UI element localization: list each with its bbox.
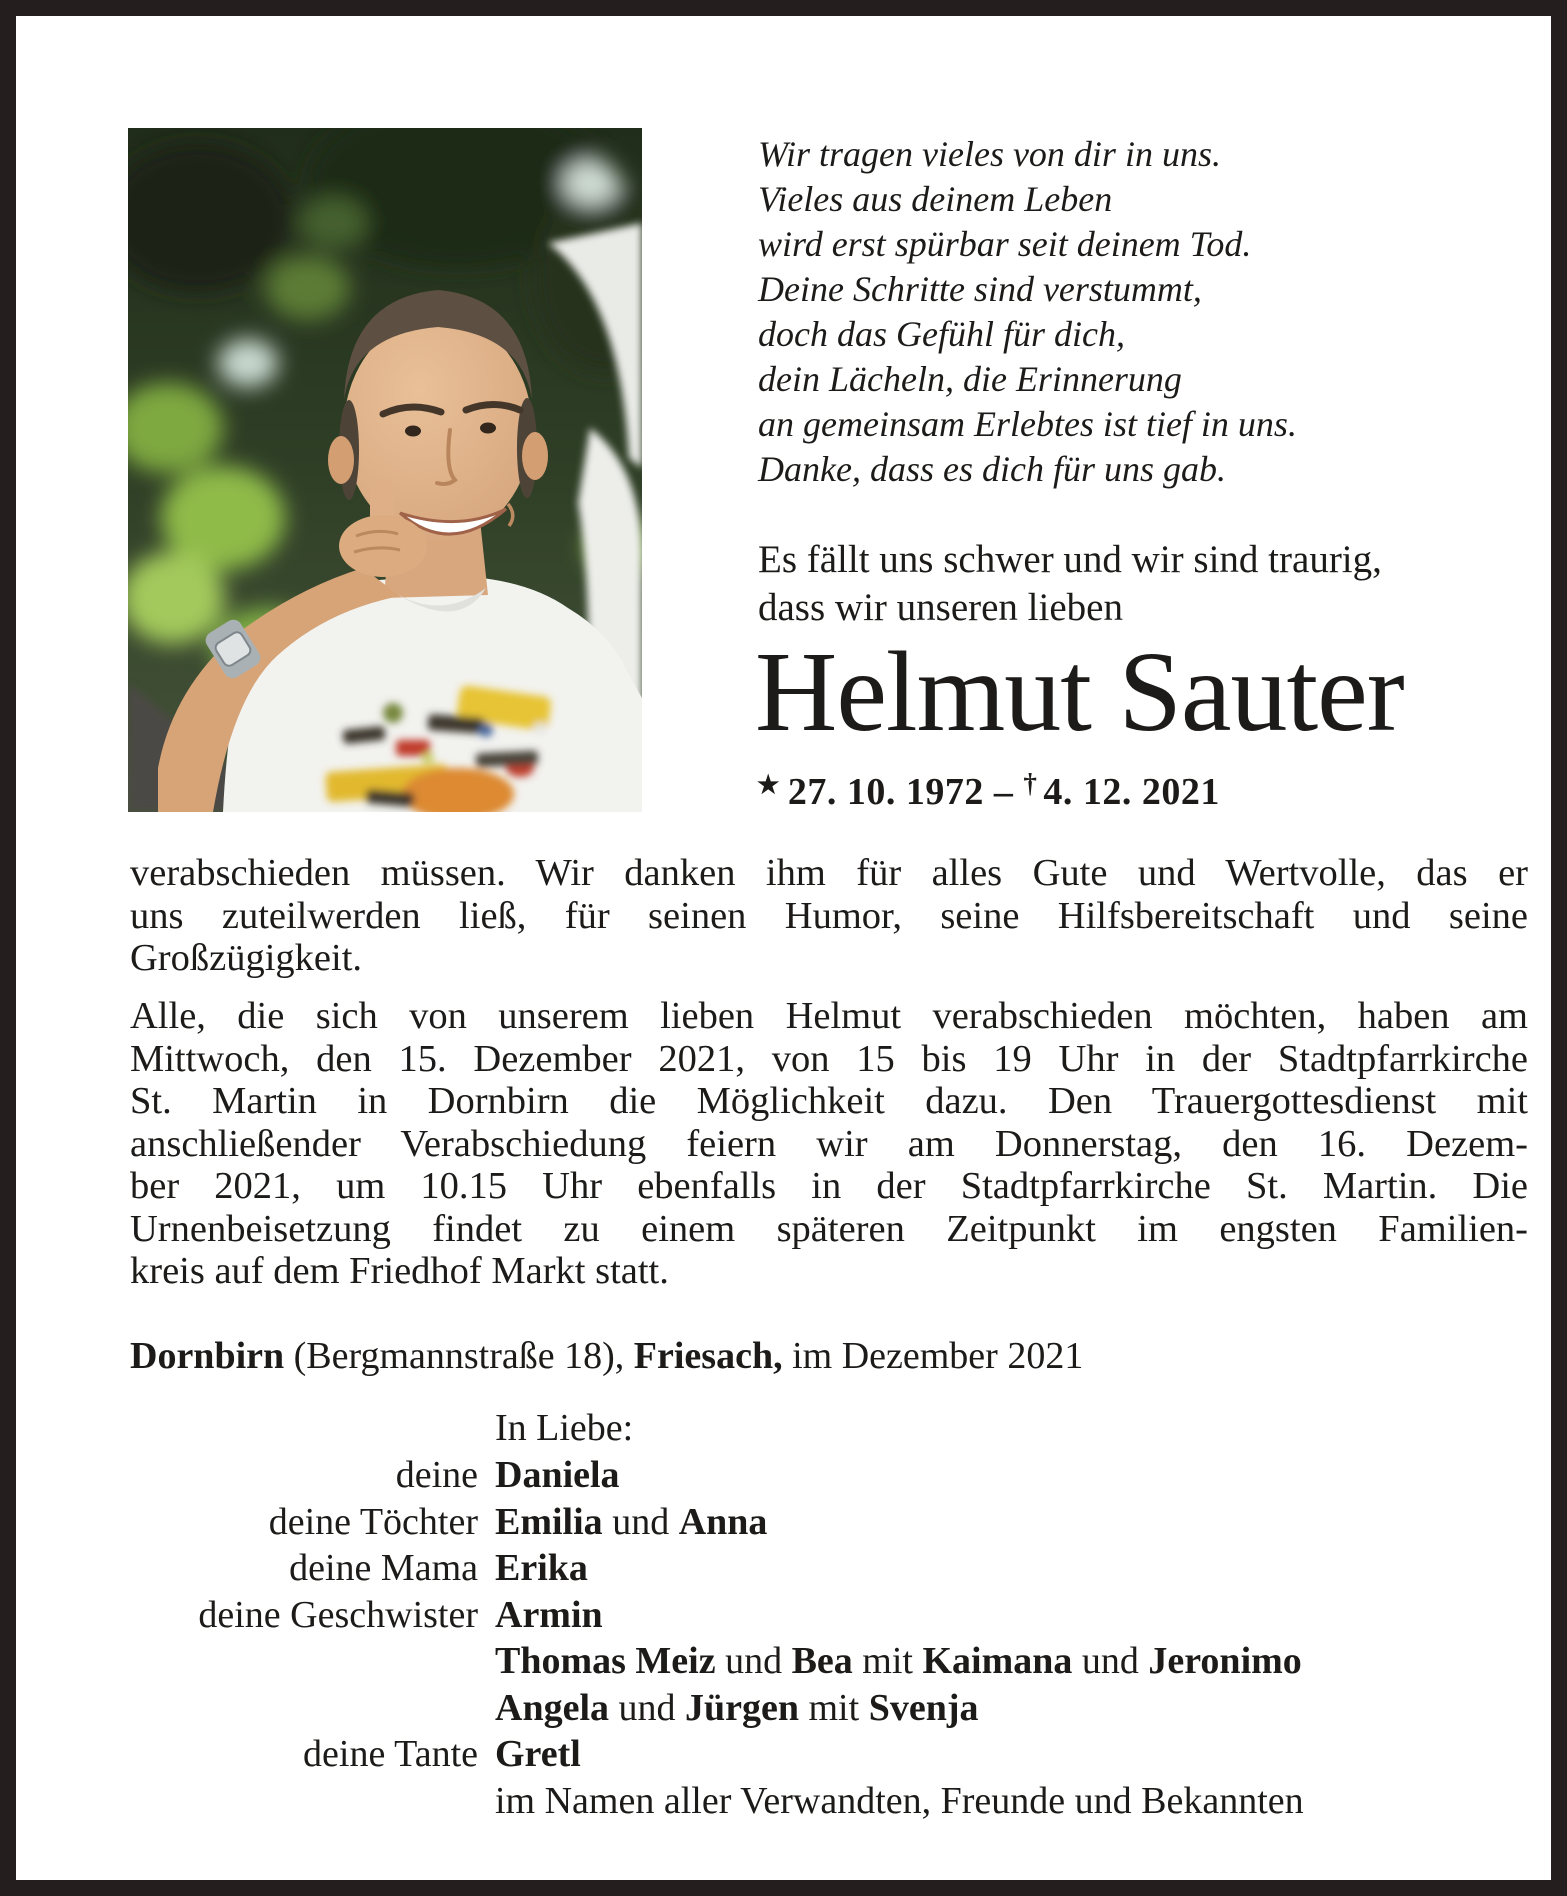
body-line: Alle, die sich von unserem lieben Helmut verabschieden möchten, haben am	[130, 995, 1528, 1037]
mourner-name: Anna	[678, 1500, 768, 1543]
city-friesach: Friesach,	[633, 1335, 783, 1377]
salutation: In Liebe:	[495, 1407, 634, 1449]
mourner-name: Armin	[495, 1593, 603, 1636]
body-line: uns zuteilwerden ließ, für seinen Humor, seine Hilfsbereitschaft und seine	[130, 894, 1528, 937]
address: (Bergmannstraße 18),	[284, 1335, 634, 1377]
poem-line: dein Lächeln, die Erinnerung	[758, 359, 1182, 399]
poem-line: wird erst spürbar seit deinem Tod.	[758, 224, 1252, 264]
relation-label: deine	[395, 1454, 478, 1496]
connector: und	[609, 1686, 685, 1729]
body-line: ber 2021, um 10.15 Uhr ebenfalls in der Stadtpfarrkirche St. Martin. Die	[130, 1165, 1528, 1207]
month-year: im Dezember 2021	[782, 1335, 1084, 1377]
body-line: verabschieden müssen. Wir danken ihm für alles Gute und Wertvolle, das er	[130, 852, 1528, 894]
body-line: anschließender Verabschiedung feiern wir am Donnerstag, den 16. Dezem-	[130, 1122, 1528, 1165]
poem-line: Wir tragen vieles von dir in uns.	[758, 134, 1221, 174]
intro-line: Es fällt uns schwer und wir sind traurig,	[758, 538, 1382, 581]
connector: mit	[799, 1686, 869, 1729]
mourner-name: Jürgen	[685, 1686, 799, 1729]
body-line: Großzügigkeit.	[130, 937, 363, 979]
birth-star-icon: ★	[757, 772, 780, 799]
relation-label: deine Töchter	[268, 1500, 478, 1543]
mourner-name: Svenja	[868, 1686, 979, 1729]
deceased-name: Helmut Sauter	[755, 628, 1404, 755]
mourner-name: Bea	[791, 1640, 853, 1682]
mourner-name: Erika	[495, 1547, 588, 1589]
mourner-name: Daniela	[495, 1454, 620, 1496]
mourner-name: Angela	[495, 1686, 609, 1729]
poem-line: an gemeinsam Erlebtes ist tief in uns.	[758, 404, 1297, 444]
body-line: Mittwoch, den 15. Dezember 2021, von 15 bis 19 Uhr in der Stadtpfarrkirche	[130, 1037, 1528, 1080]
death-date: 4. 12. 2021	[1043, 771, 1220, 813]
mourner-name: Kaimana	[922, 1640, 1073, 1682]
poem-line: Deine Schritte sind verstummt,	[758, 269, 1202, 309]
mourner-name: Jeronimo	[1148, 1640, 1302, 1682]
birth-date: 27. 10. 1972	[787, 771, 984, 813]
body-line: St. Martin in Dornbirn die Möglichkeit dazu. Den Trauergottesdienst mit	[130, 1080, 1528, 1122]
closing-statement: im Namen aller Verwandten, Freunde und Bekannten	[495, 1779, 1304, 1822]
poem-line: Vieles aus deinem Leben	[758, 179, 1113, 219]
mourner-name: Thomas Meiz	[495, 1640, 716, 1682]
connector: und	[602, 1500, 679, 1543]
relation-label: deine Tante	[303, 1733, 478, 1775]
city-dornbirn: Dornbirn	[130, 1335, 285, 1377]
intro-line: dass wir unseren lieben	[758, 586, 1123, 629]
connector: und	[1072, 1640, 1149, 1682]
mourner-name: Gretl	[495, 1733, 581, 1775]
connector: und	[715, 1640, 792, 1682]
death-cross-icon: †	[1023, 768, 1038, 798]
poem-line: Danke, dass es dich für uns gab.	[758, 449, 1226, 489]
relation-label: deine Geschwister	[198, 1593, 478, 1636]
mourner-name: Emilia	[495, 1500, 603, 1543]
body-line: kreis auf dem Friedhof Markt statt.	[130, 1250, 669, 1292]
poem-line: doch das Gefühl für dich,	[758, 314, 1125, 354]
connector: mit	[852, 1640, 923, 1682]
relation-label: deine Mama	[289, 1547, 478, 1589]
date-separator: –	[993, 771, 1014, 813]
body-line: Urnenbeisetzung findet zu einem späteren Zeitpunkt im engsten Familien-	[130, 1207, 1528, 1250]
